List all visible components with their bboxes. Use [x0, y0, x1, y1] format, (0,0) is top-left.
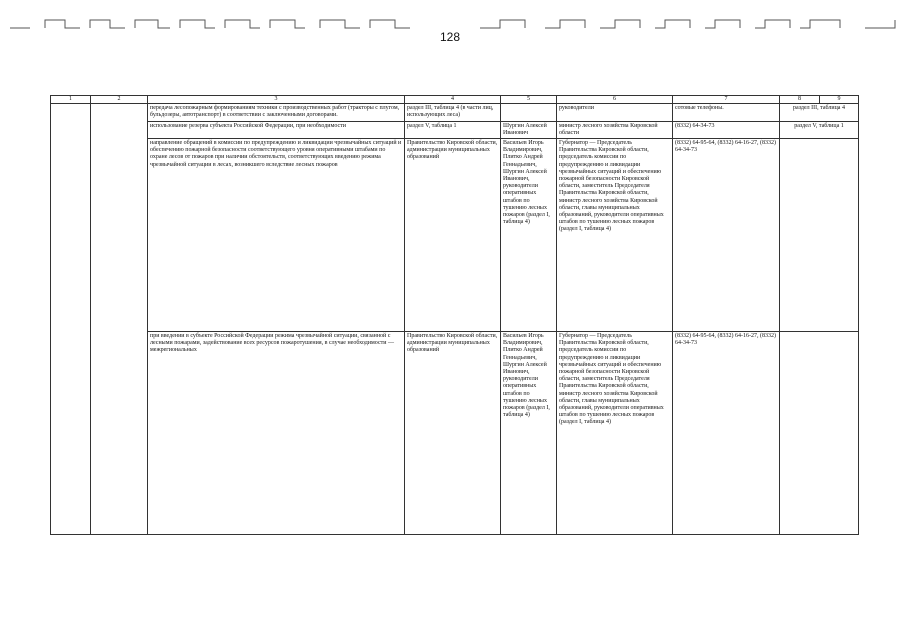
cell-position: Губернатор — Председатель Правительства Кировской области, председатель комиссии по предупреждению и ликвидации чрезвычайных ситуаций и обеспечению пожарной безопасности Кировской области, заместитель Председателя Правительства Кировской области, министр лесного хозяйства Кировской области, главы муниципальных образований, руководители оперативных штабов по тушению лесных пожаров (раздел I, таблица 4) — [557, 332, 673, 535]
column-number: 8 — [780, 96, 820, 104]
column-number: 1 — [51, 96, 91, 104]
cell-responsible-person: Васильев Игорь Владимирович, Плитко Андрей Геннадьевич, Шургин Алексей Иванович, руководители оперативных штабов по тушению лесных пожаров (раздел I, таблица 4) — [501, 332, 557, 535]
column-number: 3 — [148, 96, 405, 104]
cell-source: раздел V, таблица 1 — [405, 121, 501, 138]
cell-responsible-person: Шургин Алексей Иванович — [501, 121, 557, 138]
cell-position: министр лесного хозяйства Кировской области — [557, 121, 673, 138]
cell-col1 — [51, 104, 91, 535]
table-row — [51, 104, 859, 121]
cell-phone: (8332) 64-95-64, (8332) 64-16-27, (8332) 64-34-73 — [673, 332, 780, 535]
table-row — [51, 139, 859, 332]
column-number: 7 — [673, 96, 780, 104]
cell-phone: (8332) 64-34-73 — [673, 121, 780, 138]
cell-responsible-person — [501, 104, 557, 121]
cell-source: раздел III, таблица 4 (в части лиц, использующих леса) — [405, 104, 501, 121]
cell-reference: раздел V, таблица 1 — [780, 121, 859, 138]
column-number: 9 — [820, 96, 859, 104]
cell-phone: сотовые телефоны. — [673, 104, 780, 121]
page-number: 128 — [439, 30, 461, 44]
cell-measure: направление обращений в комиссии по предупреждению и ликвидации чрезвычайных ситуаций и обеспечению пожарной безопасности соответствующего уровня оперативными штабами по охране лесов от пожаров при наличии обстоятельств, соответствующих введению режима чрезвычайной ситуации в лесах, возникшего вследствие лесных пожаров — [148, 139, 405, 332]
column-number: 4 — [405, 96, 501, 104]
cell-measure: использование резерва субъекта Российской Федерации, при необходимости — [148, 121, 405, 138]
cell-position: руководители — [557, 104, 673, 121]
cell-source: Правительство Кировской области, администрации муниципальных образований — [405, 332, 501, 535]
page-top-tab-marks — [0, 0, 905, 30]
column-number: 6 — [557, 96, 673, 104]
cell-phone: (8332) 64-95-64, (8332) 64-16-27, (8332) 64-34-73 — [673, 139, 780, 332]
column-number: 5 — [501, 96, 557, 104]
cell-measure: при введении в субъекте Российской Федерации режима чрезвычайной ситуации, связанной с лесными пожарами, задействование всех ресурсов пожаротушения, в случае необходимости — межрегиональных — [148, 332, 405, 535]
cell-source: Правительство Кировской области, администрации муниципальных образований — [405, 139, 501, 332]
cell-measure: передача лесопожарным формированиям техники с производственных работ (тракторы с плугом, бульдозеры, автотранспорт) в соответствии с заключенными договорами. — [148, 104, 405, 121]
cell-reference — [780, 332, 859, 535]
table-row — [51, 332, 859, 535]
cell-reference: раздел III, таблица 4 — [780, 104, 859, 121]
column-number: 2 — [91, 96, 148, 104]
cell-reference — [780, 139, 859, 332]
cell-responsible-person: Васильев Игорь Владимирович, Плитко Андрей Геннадьевич, Шургин Алексей Иванович, руководители оперативных штабов по тушению лесных пожаров (раздел I, таблица 4) — [501, 139, 557, 332]
table-row — [51, 121, 859, 138]
cell-position: Губернатор — Председатель Правительства Кировской области, председатель комиссии по предупреждению и ликвидации чрезвычайных ситуаций и обеспечению пожарной безопасности Кировской области, заместитель Председателя Правительства Кировской области, министр лесного хозяйства Кировской области, главы муниципальных образований, руководители оперативных штабов по тушению лесных пожаров (раздел I, таблица 4) — [557, 139, 673, 332]
fire-response-table — [50, 95, 859, 535]
column-number-row — [51, 96, 859, 104]
cell-col2 — [91, 104, 148, 535]
